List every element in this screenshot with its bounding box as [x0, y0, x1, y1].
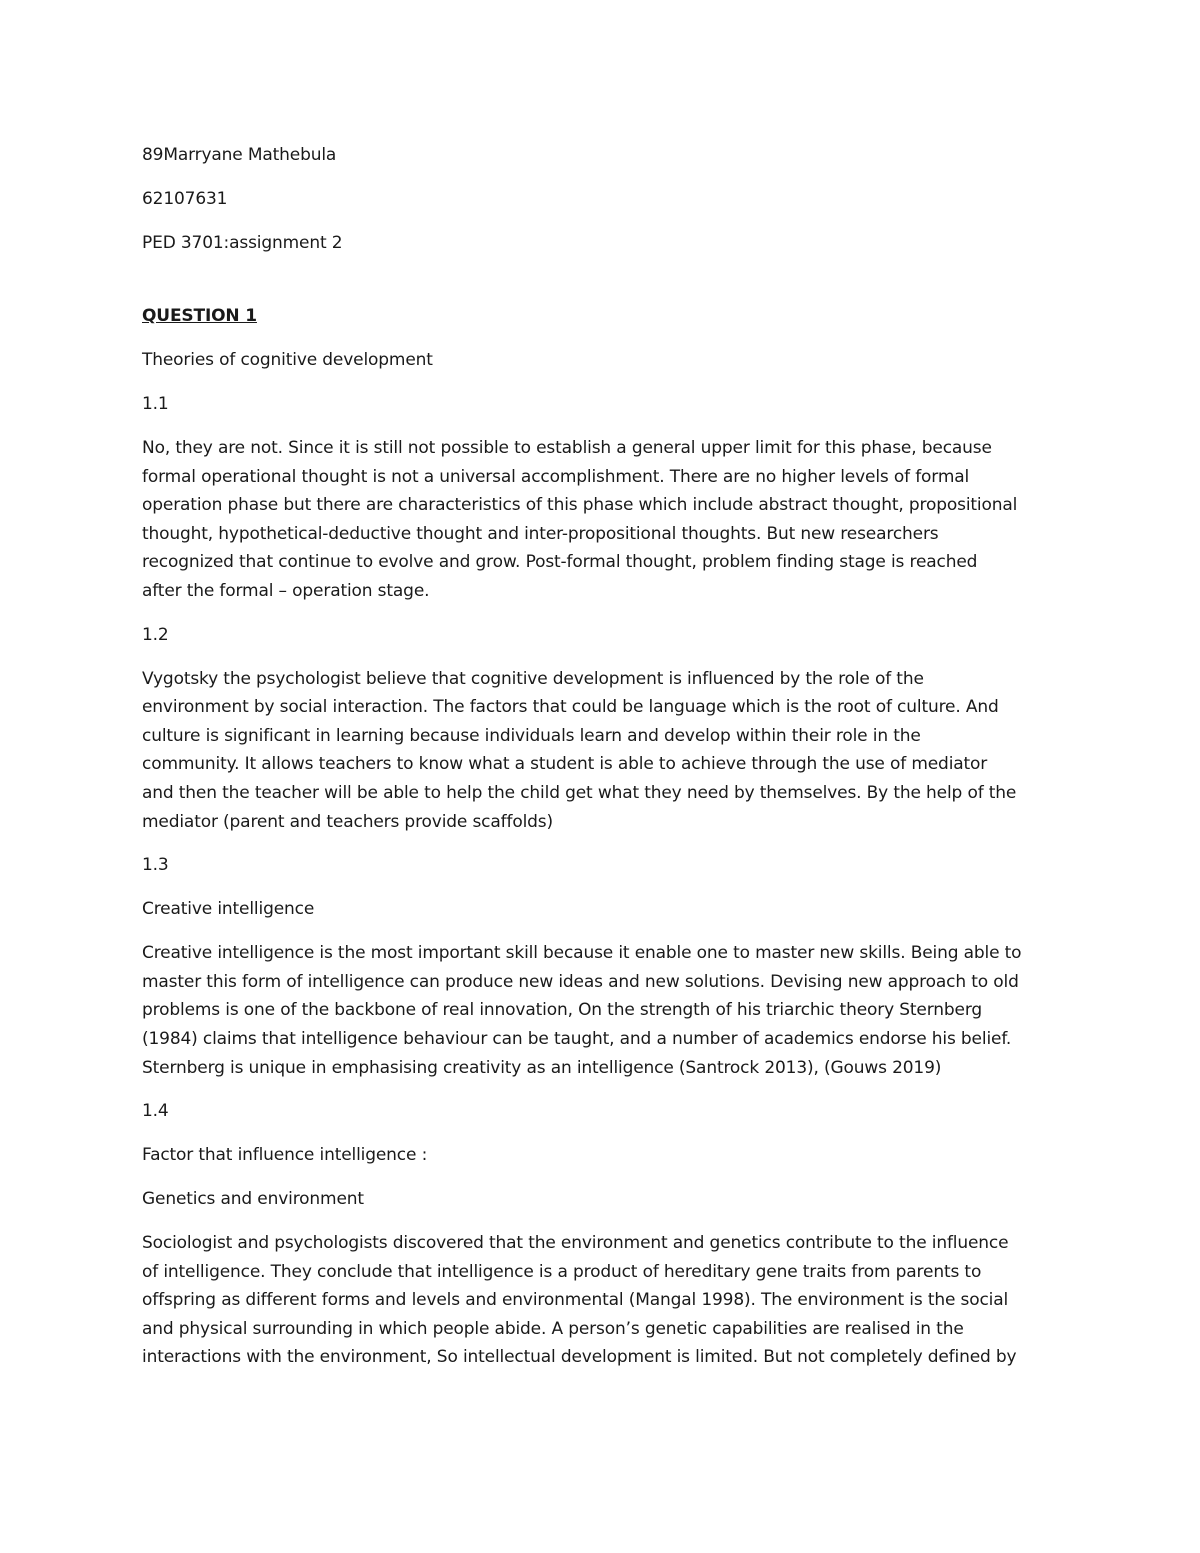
- paragraph: [142, 434, 1062, 606]
- section-number: 1.2: [142, 624, 169, 645]
- student-name: 89Marryane Mathebula: [142, 145, 337, 165]
- paragraph-line: of intelligence. They conclude that intelligence is a product of hereditary gene traits from parents to: [142, 1261, 982, 1282]
- student-number: 62107631: [142, 189, 228, 209]
- paragraph-line: environment by social interaction. The factors that could be language which is the root of culture. And: [142, 697, 999, 718]
- section-subheading: Factor that influence intelligence :: [142, 1145, 428, 1166]
- paragraph-line: Sociologist and psychologists discovered that the environment and genetics contribute to the influence: [142, 1233, 1009, 1254]
- paragraph-line: interactions with the environment, So intellectual development is limited. But not completely defined by: [142, 1347, 1017, 1368]
- section-subheading: Creative intelligence: [142, 899, 315, 920]
- paragraph-line: and physical surrounding in which people abide. A person’s genetic capabilities are realised in the: [142, 1318, 964, 1339]
- paragraph-line: operation phase but there are characteristics of this phase which include abstract thought, propositional: [142, 495, 1018, 516]
- paragraph-line: No, they are not. Since it is still not possible to establish a general upper limit for this phase, because: [142, 438, 992, 458]
- paragraph-line: offspring as different forms and levels and environmental (Mangal 1998). The environment is the social: [142, 1290, 1009, 1311]
- document-body: [142, 141, 1062, 1372]
- course-assignment: PED 3701:assignment 2: [142, 233, 343, 253]
- paragraph-line: and then the teacher will be able to help the child get what they need by themselves. By the help of the: [142, 782, 1017, 803]
- paragraph-line: mediator (parent and teachers provide scaffolds): [142, 811, 553, 832]
- paragraph-line: culture is significant in learning because individuals learn and develop within their role in the: [142, 725, 921, 746]
- paragraph-line: recognized that continue to evolve and grow. Post-formal thought, problem finding stage is reached: [142, 552, 978, 573]
- paragraph-line: Creative intelligence is the most important skill because it enable one to master new skills. Being able to: [142, 943, 1022, 964]
- paragraph-line: after the formal – operation stage.: [142, 580, 430, 601]
- paragraph: [142, 665, 1062, 837]
- section-number: 1.3: [142, 855, 169, 876]
- section-subheading-secondary: Genetics and environment: [142, 1189, 364, 1210]
- section-number: 1.4: [142, 1101, 169, 1122]
- paragraph-line: formal operational thought is not a universal accomplishment. There are no higher levels of formal: [142, 466, 970, 487]
- paragraph-line: Sternberg is unique in emphasising creativity as an intelligence (Santrock 2013), (Gouws 2019): [142, 1057, 942, 1078]
- paragraph-line: problems is one of the backbone of real innovation, On the strength of his triarchic theory Sternberg: [142, 1000, 983, 1021]
- paragraph-line: community. It allows teachers to know what a student is able to achieve through the use of mediator: [142, 754, 988, 775]
- paragraph-line: (1984) claims that intelligence behaviour can be taught, and a number of academics endorse his belief.: [142, 1028, 1012, 1049]
- paragraph-line: thought, hypothetical-deductive thought and inter-propositional thoughts. But new researchers: [142, 523, 939, 544]
- section-number: 1.1: [142, 394, 169, 414]
- question-heading: QUESTION 1: [142, 306, 257, 326]
- question-topic: Theories of cognitive development: [142, 350, 433, 370]
- paragraph-line: Vygotsky the psychologist believe that cognitive development is influenced by the role of the: [142, 668, 924, 689]
- paragraph: [142, 939, 1062, 1082]
- paragraph: [142, 1229, 1062, 1372]
- paragraph-line: master this form of intelligence can produce new ideas and new solutions. Devising new approach to old: [142, 971, 1019, 992]
